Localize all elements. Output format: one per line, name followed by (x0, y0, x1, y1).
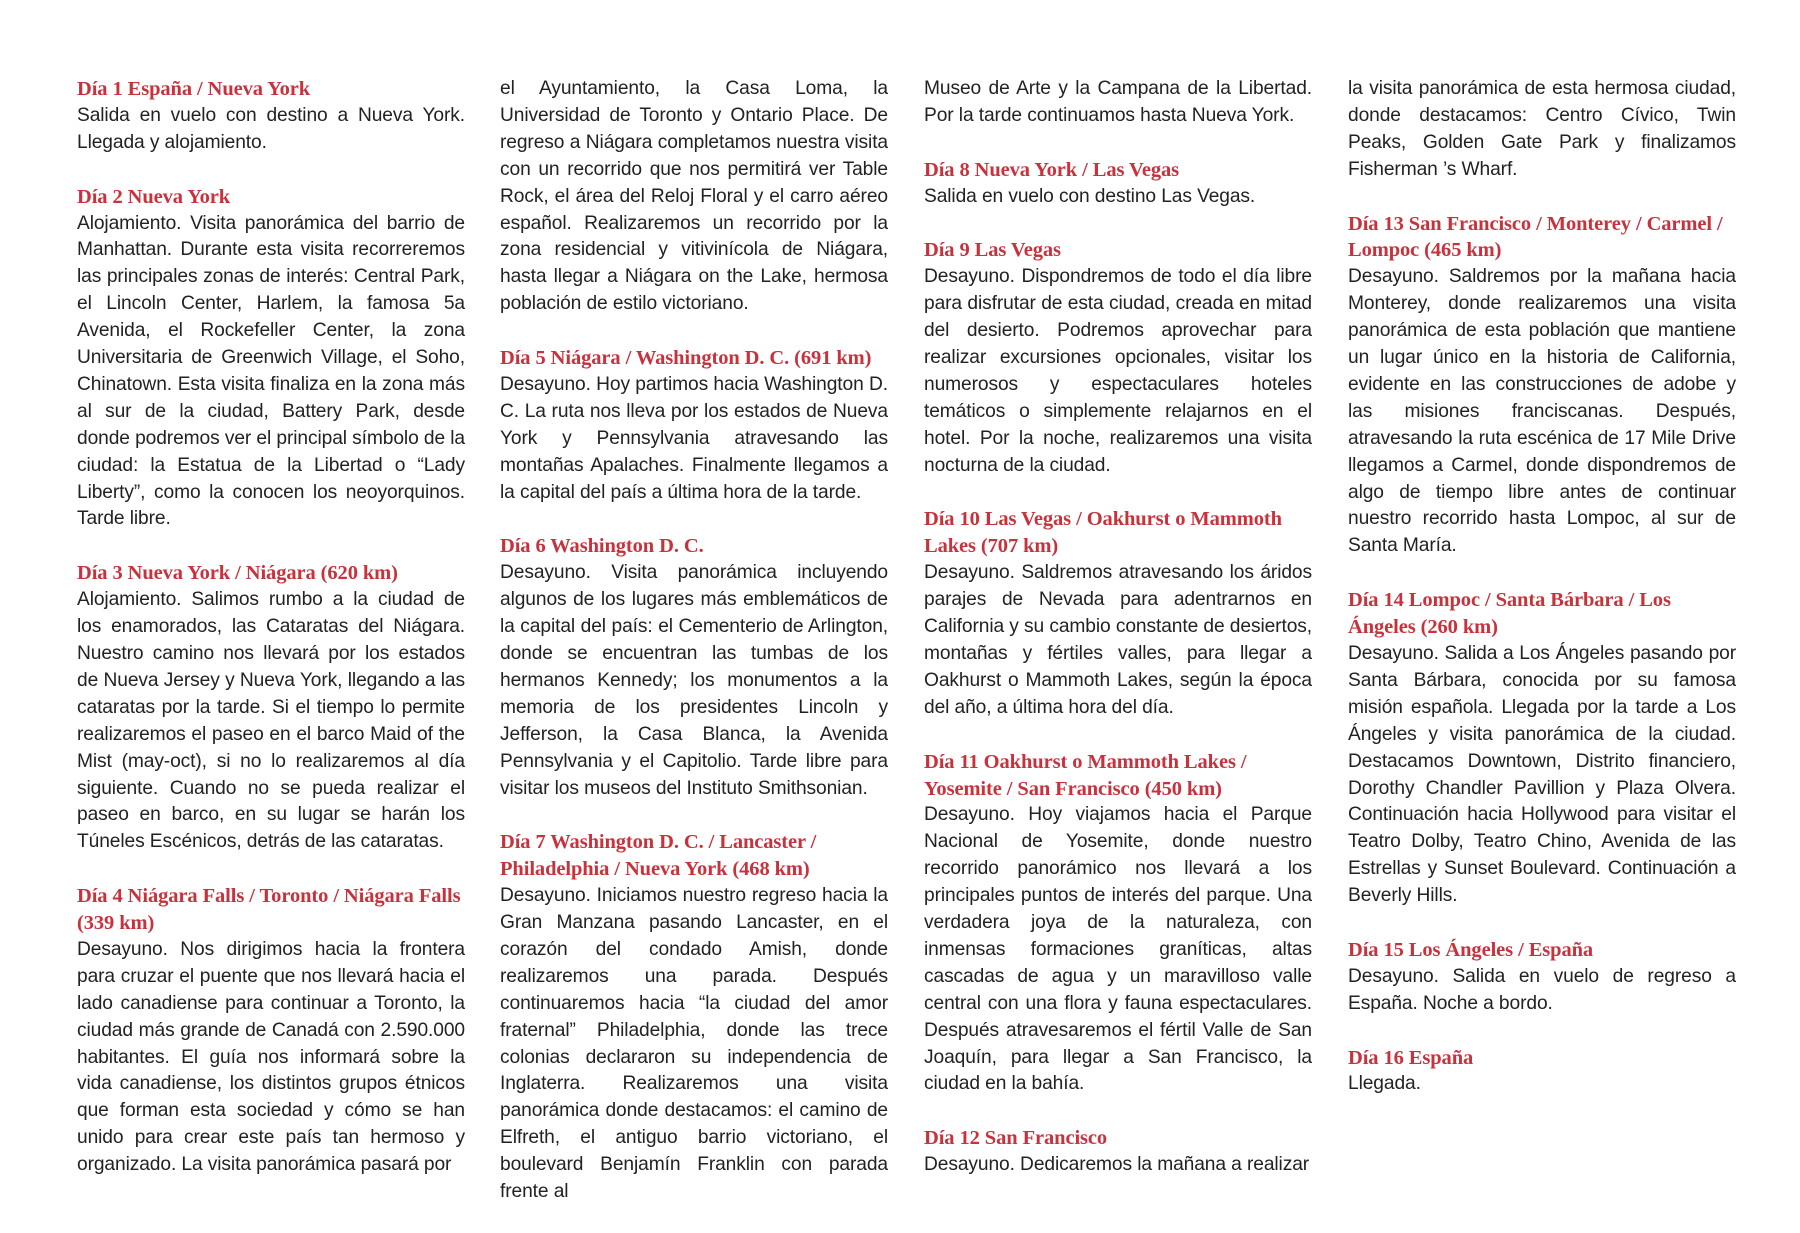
day-title: Día 7 Washington D. C. / Lancaster / Philadelphia / Nueva York (468 km) (500, 831, 817, 881)
day-5 (500, 345, 888, 506)
column-2 (500, 76, 888, 1233)
day-text: Desayuno. Hoy viajamos hacia el Parque Nacional de Yosemite, donde nuestro recorrido panorámico nos llevará a los principales puntos de interés del parque. Una verdadera joya de la naturaleza, con inmensas formaciones graníticas, altas cascadas de agua y un maravilloso valle central con una flora y fauna espectaculares. Después atravesaremos el fértil Valle de San Joaquín, para llegar a San Francisco, la ciudad en la bahía. (924, 804, 1312, 1095)
day-text: Desayuno. Salida en vuelo de regreso a España. Noche a bordo. (1348, 965, 1736, 1014)
day-15 (1348, 937, 1736, 1018)
day-title: Día 13 San Francisco / Monterey / Carmel / Lompoc (465 km) (1348, 212, 1723, 262)
day-title: Día 14 Lompoc / Santa Bárbara / Los Ángeles (260 km) (1348, 589, 1671, 639)
day-title: Día 4 Niágara Falls / Toronto / Niágara Falls (339 km) (77, 885, 461, 935)
day-text: Desayuno. Nos dirigimos hacia la frontera para cruzar el puente que nos llevará hacia el lado canadiense para continuar a Toronto, la ciudad más grande de Canadá con 2.590.000 habitantes. El guía nos informará sobre la vida canadiense, los distintos grupos étnicos que forman esta sociedad y cómo se han unido para crear este país tan hermoso y organizado. La visita panorámica pasará por (77, 938, 465, 1176)
day-4-continued-text: el Ayuntamiento, la Casa Loma, la Universidad de Toronto y Ontario Place. De regreso a Niágara completamos nuestra visita con un recorrido que nos permitirá ver Table Rock, el área del Reloj Floral y el carro aéreo español. Realizaremos un recorrido por la zona residencial y vitivinícola de Niágara, hasta llegar a Niágara on the Lake, hermosa población de estilo victoriano. (500, 78, 888, 315)
column-4 (1348, 76, 1736, 1125)
day-16 (1348, 1045, 1736, 1099)
column-1 (77, 76, 465, 1206)
day-title: Día 2 Nueva York (77, 185, 231, 208)
day-title: Día 6 Washington D. C. (500, 535, 704, 558)
day-text: Desayuno. Visita panorámica incluyendo algunos de los lugares más emblemáticos de la capital del país: el Cementerio de Arlington, donde se encuentran las tumbas de los hermanos Kennedy; los monumentos a la memoria de los presidentes Lincoln y Jefferson, la Casa Blanca, la Avenida Pennsylvania y el Capitolio. Tarde libre para visitar los museos del Instituto Smithsonian. (500, 562, 888, 799)
day-11 (924, 749, 1312, 1099)
day-title: Día 3 Nueva York / Niágara (620 km) (77, 562, 398, 585)
day-title: Día 5 Niágara / Washington D. C. (691 km) (500, 347, 872, 370)
day-14 (1348, 587, 1736, 910)
day-1 (77, 76, 465, 157)
day-3 (77, 560, 465, 856)
day-title: Día 15 Los Ángeles / España (1348, 938, 1594, 961)
day-text: Desayuno. Iniciamos nuestro regreso hacia la Gran Manzana pasando Lancaster, en el corazón del condado Amish, donde realizaremos una parada. Después continuaremos hacia “la ciudad del amor fraternal” Philadelphia, donde las trece colonias declararon su independencia de Inglaterra. Realizaremos una visita panorámica donde destacamos: el camino de Elfreth, el antiguo barrio victoriano, el boulevard Benjamín Franklin con parada frente al (500, 885, 888, 1203)
day-text: Desayuno. Salida a Los Ángeles pasando por Santa Bárbara, conocida por su famosa misión española. Llegada por la tarde a Los Ángeles y visita panorámica de la ciudad. Destacamos Downtown, Distrito financiero, Dorothy Chandler Pavillion y Plaza Olvera. Continuación hacia Hollywood para visitar el Teatro Dolby, Teatro Chino, Avenida de las Estrellas y Sunset Boulevard. Continuación a Beverly Hills. (1348, 643, 1736, 907)
day-title: Día 9 Las Vegas (924, 239, 1061, 262)
day-title: Día 10 Las Vegas / Oakhurst o Mammoth Lakes (707 km) (924, 508, 1282, 558)
day-4 (77, 883, 465, 1179)
day-text: Desayuno. Saldremos atravesando los áridos parajes de Nevada para adentrarnos en California y su cambio constante de desiertos, montañas y fértiles valles, para llegar a Oakhurst o Mammoth Lakes, según la época del año, a última hora del día. (924, 562, 1312, 718)
day-title: Día 12 San Francisco (924, 1127, 1108, 1150)
day-text: Llegada. (1348, 1073, 1421, 1095)
day-text: Alojamiento. Visita panorámica del barrio de Manhattan. Durante esta visita recorreremos las principales zonas de interés: Central Park, el Lincoln Center, Harlem, la famosa 5a Avenida, el Rockefeller Center, la zona Universitaria de Greenwich Village, el Soho, Chinatown. Esta visita finaliza en la zona más al sur de la ciudad, Battery Park, desde donde podremos ver el principal símbolo de la ciudad: la Estatua de la Libertad o “Lady Liberty”, como la conocen los neoyorquinos. Tarde libre. (77, 212, 466, 530)
day-text: Desayuno. Saldremos por la mañana hacia Monterey, donde realizaremos una visita panorámica de esta población que mantiene un lugar único en la historia de California, evidente en las construcciones de adobe y las misiones franciscanas. Después, atravesando la ruta escénica de 17 Mile Drive llegamos a Carmel, donde dispondremos de algo de tiempo libre antes de continuar nuestro recorrido hasta Lompoc, al sur de Santa María. (1348, 266, 1736, 557)
day-10 (924, 506, 1312, 721)
day-2 (77, 184, 465, 534)
day-7-continued-text: Museo de Arte y la Campana de la Libertad. Por la tarde continuamos hasta Nueva York. (924, 78, 1312, 126)
day-9 (924, 237, 1312, 479)
day-text: Desayuno. Hoy partimos hacia Washington D. C. La ruta nos lleva por los estados de Nueva York y Pennsylvania atravesando las montañas Apalaches. Finalmente llegamos a la capital del país a última hora de la tarde. (500, 373, 888, 503)
day-text: Salida en vuelo con destino Las Vegas. (924, 185, 1256, 207)
day-6 (500, 533, 888, 802)
day-text: Salida en vuelo con destino a Nueva York. Llegada y alojamiento. (77, 104, 465, 153)
day-title: Día 11 Oakhurst o Mammoth Lakes / Yosemite / San Francisco (450 km) (924, 750, 1247, 800)
column-3 (924, 76, 1312, 1206)
day-title: Día 1 España / Nueva York (77, 78, 311, 100)
day-text: Desayuno. Dedicaremos la mañana a realizar (924, 1154, 1310, 1176)
day-text: Desayuno. Dispondremos de todo el día libre para disfrutar de esta ciudad, creada en mitad del desierto. Podremos aprovechar para realizar excursiones opcionales, visitar los numerosos y espectaculares hoteles temáticos o simplemente relajarnos en el hotel. Por la noche, realizaremos una visita nocturna de la ciudad. (924, 266, 1312, 476)
day-13 (1348, 211, 1736, 561)
day-text: Alojamiento. Salimos rumbo a la ciudad de los enamorados, las Cataratas del Niágara. Nuestro camino nos llevará por los estados de Nueva Jersey y Nueva York, llegando a las cataratas por la tarde. Si el tiempo lo permite realizaremos el paseo en el barco Maid of the Mist (may-oct), si no lo realizaremos al día siguiente. Cuando no se pueda realizar el paseo en barco, en su lugar se harán los Túneles Escénicos, detrás de las cataratas. (77, 589, 465, 853)
day-title: Día 8 Nueva York / Las Vegas (924, 158, 1180, 181)
day-8 (924, 157, 1312, 211)
day-7 (500, 829, 888, 1206)
day-12-continued-text: la visita panorámica de esta hermosa ciudad, donde destacamos: Centro Cívico, Twin Peaks, Golden Gate Park y finalizamos Fisherman ’s Wharf. (1348, 78, 1736, 180)
day-12 (924, 1125, 1312, 1179)
day-title: Día 16 España (1348, 1046, 1474, 1069)
